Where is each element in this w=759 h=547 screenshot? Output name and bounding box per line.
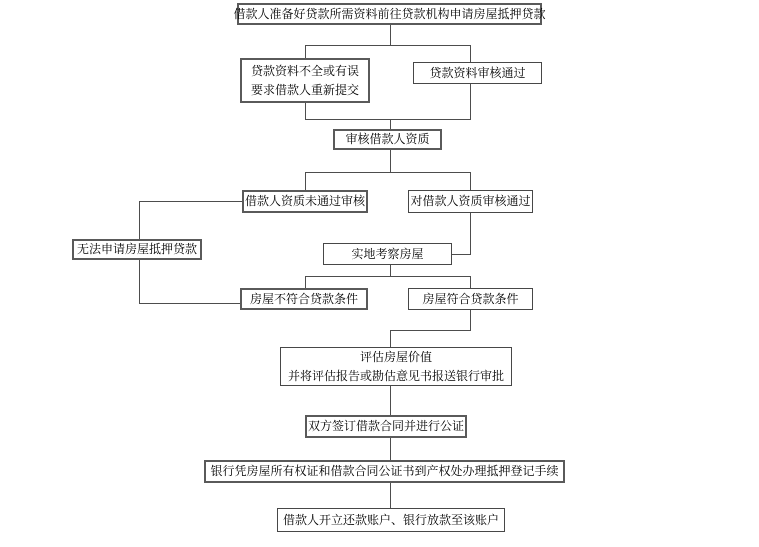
flow-node-label: 实地考察房屋 bbox=[351, 246, 424, 261]
flow-node-label: 房屋符合贷款条件 bbox=[422, 291, 519, 306]
connector-to-open-account bbox=[390, 483, 391, 508]
connector-review-branch bbox=[305, 172, 471, 173]
flow-node-qualification-failed bbox=[242, 190, 368, 213]
connector-apply-branch bbox=[305, 45, 471, 46]
flow-node-open-account bbox=[277, 508, 505, 532]
flow-node-label: 借款人准备好贷款所需资料前往贷款机构申请房屋抵押贷款 bbox=[233, 6, 546, 21]
connector-review-stem bbox=[390, 150, 391, 172]
flow-node-label: 评估房屋价值 bbox=[359, 349, 432, 364]
connector-to-qualification-failed bbox=[305, 172, 306, 190]
flow-node-label: 并将评估报告或勘估意见书报送银行审批 bbox=[287, 368, 504, 383]
flow-node-apply bbox=[233, 3, 546, 25]
flow-node-docs-approved bbox=[413, 62, 542, 84]
connector-docs-approved-down bbox=[470, 84, 471, 119]
flow-node-label: 房屋不符合贷款条件 bbox=[249, 291, 358, 306]
flow-node-label: 借款人开立还款账户、银行放款至该账户 bbox=[282, 512, 499, 527]
flow-node-label: 审核借款人资质 bbox=[345, 132, 430, 146]
connector-cannot-apply-down bbox=[139, 259, 140, 304]
flow-node-label: 贷款资料不全或有误 bbox=[250, 63, 359, 78]
flow-node-label: 银行凭房屋所有权证和借款合同公证书到产权处办理抵押登记手续 bbox=[210, 464, 559, 478]
connector-to-register-mortgage bbox=[390, 438, 391, 460]
connector-to-docs-incomplete bbox=[305, 45, 306, 58]
connector-inspection-stem bbox=[390, 265, 391, 276]
flow-node-docs-incomplete bbox=[240, 58, 370, 103]
connector-to-site-inspection bbox=[452, 254, 471, 255]
connector-qual-failed-left bbox=[139, 201, 242, 202]
connector-docs-incomplete-down bbox=[305, 103, 306, 119]
flow-node-label: 要求借款人重新提交 bbox=[250, 82, 359, 97]
connector-to-appraisal bbox=[390, 330, 391, 347]
flow-node-label: 双方签订借款合同并进行公证 bbox=[307, 419, 464, 433]
flow-node-qualification-passed bbox=[408, 190, 533, 213]
flow-node-label: 贷款资料审核通过 bbox=[429, 65, 526, 80]
connector-to-house-not-eligible bbox=[305, 276, 306, 288]
connector-docs-merge bbox=[305, 119, 471, 120]
flow-node-label: 对借款人资质审核通过 bbox=[410, 194, 531, 208]
flow-node-label: 无法申请房屋抵押贷款 bbox=[76, 242, 197, 256]
connector-apply-stem bbox=[390, 25, 391, 45]
connector-to-sign-contract bbox=[390, 386, 391, 415]
connector-house-eligible-down bbox=[470, 310, 471, 331]
flow-node-house-not-eligible bbox=[240, 288, 368, 310]
flow-node-appraisal bbox=[280, 347, 512, 386]
flow-node-site-inspection bbox=[323, 243, 452, 265]
flow-node-review-qualification bbox=[333, 129, 442, 150]
connector-to-cannot-apply bbox=[139, 201, 140, 239]
connector-qual-passed-down bbox=[470, 213, 471, 254]
connector-to-house-eligible bbox=[470, 276, 471, 288]
flow-node-sign-contract bbox=[305, 415, 467, 438]
connector-to-qualification-passed bbox=[470, 172, 471, 190]
flow-node-house-eligible bbox=[408, 288, 533, 310]
connector-to-docs-approved bbox=[470, 45, 471, 62]
connector-to-review bbox=[390, 119, 391, 129]
connector-house-eligible-left bbox=[390, 330, 471, 331]
flow-node-label: 借款人资质未通过审核 bbox=[244, 194, 365, 208]
connector-inspection-branch bbox=[305, 276, 471, 277]
flow-node-register-mortgage bbox=[204, 460, 565, 483]
flow-node-cannot-apply bbox=[72, 239, 202, 260]
connector-to-house-not-eligible-left bbox=[139, 303, 240, 304]
